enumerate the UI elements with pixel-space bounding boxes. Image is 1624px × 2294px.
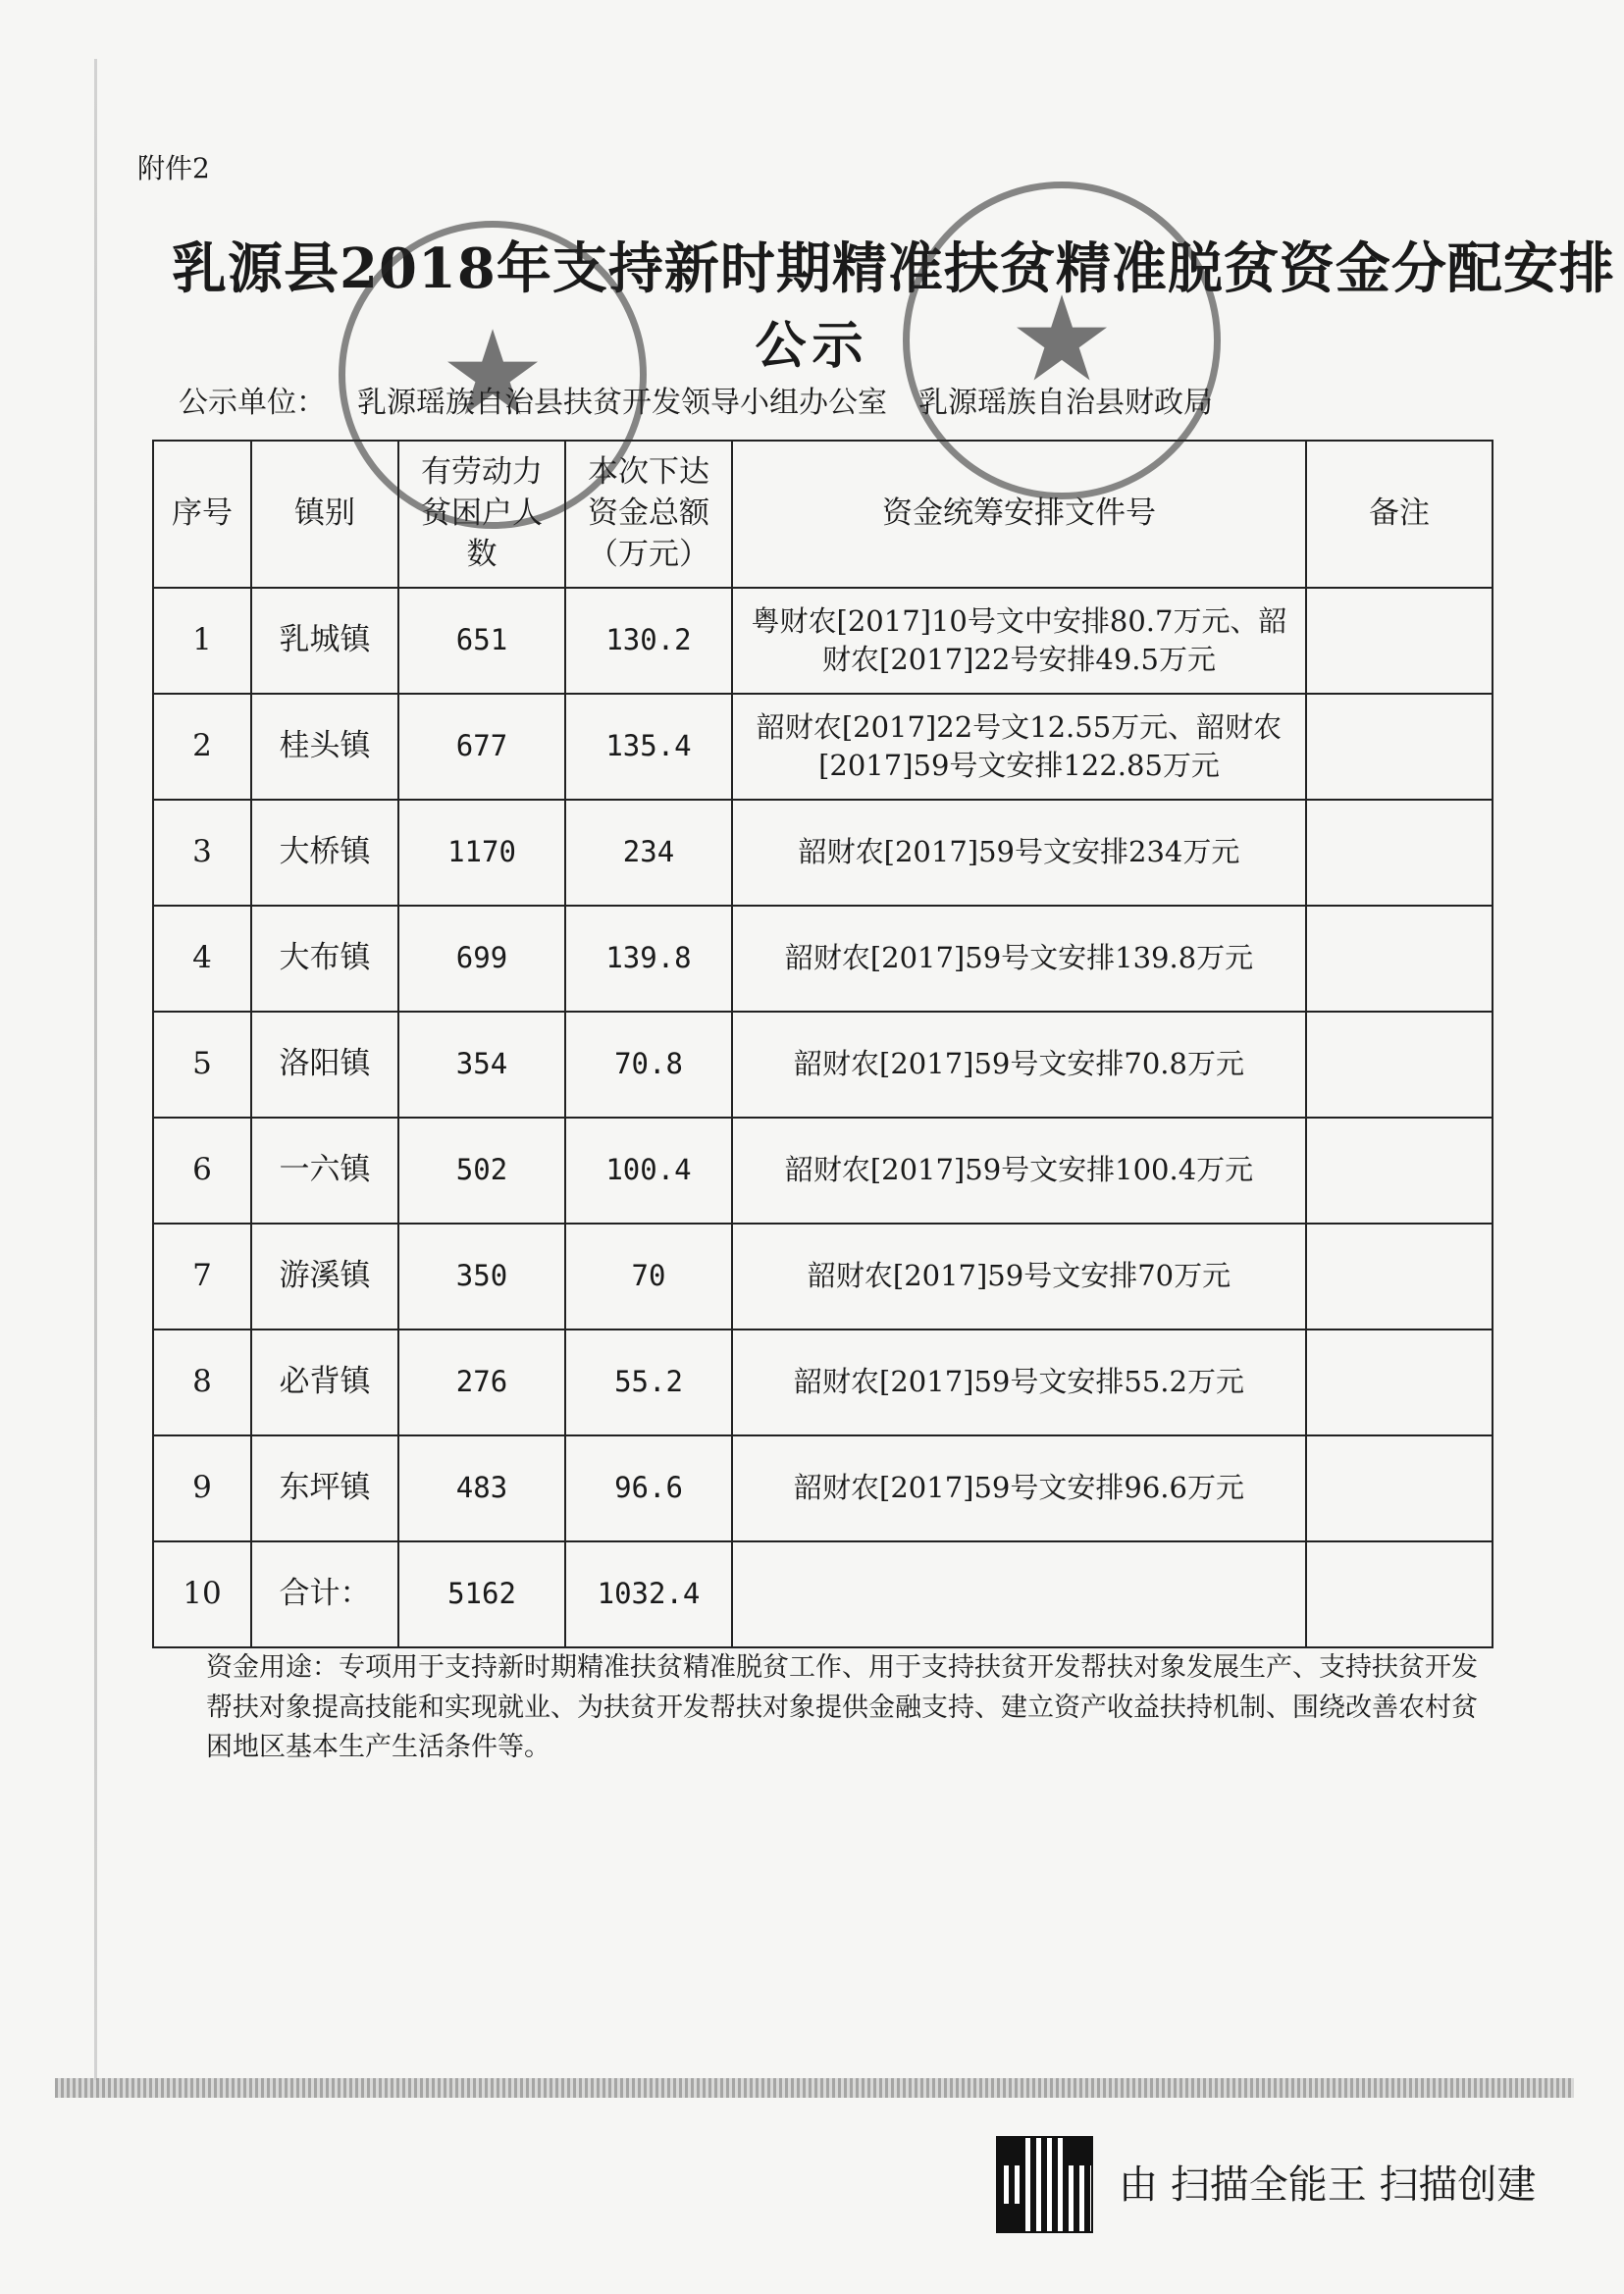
fund-usage-note: 资金用途：专项用于支持新时期精准扶贫精准脱贫工作、用于支持扶贫开发帮扶对象发展生产、支持扶贫开发帮扶对象提高技能和实现就业、为扶贫开发帮扶对象提供金融支持、建立资产收益扶持机制、围绕改善农村贫困地区基本生产生活条件等。 [206, 1652, 1478, 1762]
cell-remark [1306, 1224, 1493, 1329]
cell-amount: 130.2 [565, 588, 732, 694]
cell-town: 大布镇 [251, 906, 398, 1012]
cell-households: 483 [398, 1435, 565, 1541]
cell-town: 乳城镇 [251, 588, 398, 694]
cell-remark [1306, 800, 1493, 906]
cell-amount: 234 [565, 800, 732, 906]
table-total-row [153, 1541, 1493, 1647]
cell-doc: 韶财农[2017]59号文安排139.8万元 [732, 906, 1306, 1012]
publisher-unit-2: 乳源瑶族自治县财政局 [918, 386, 1213, 420]
header-households: 有劳动力贫困户人数 [398, 441, 565, 588]
cell-remark [1306, 1118, 1493, 1224]
cell-seq: 10 [153, 1541, 251, 1647]
cell-doc: 韶财农[2017]59号文安排70万元 [732, 1224, 1306, 1329]
table-row [153, 906, 1493, 1012]
cell-amount: 70 [565, 1224, 732, 1329]
cell-amount: 70.8 [565, 1012, 732, 1118]
table-row [153, 1012, 1493, 1118]
cell-households: 699 [398, 906, 565, 1012]
publisher-line [179, 378, 1244, 421]
cell-town: 大桥镇 [251, 800, 398, 906]
cell-seq: 8 [153, 1329, 251, 1435]
cell-amount: 100.4 [565, 1118, 732, 1224]
scanner-credit: 由 扫描全能王 扫描创建 [1119, 2163, 1537, 2208]
cell-town: 一六镇 [251, 1118, 398, 1224]
header-town: 镇别 [251, 441, 398, 588]
document-subtitle: 公示 [755, 316, 869, 376]
table-row [153, 800, 1493, 906]
cell-seq: 2 [153, 694, 251, 800]
cell-remark [1306, 588, 1493, 694]
cell-remark [1306, 1435, 1493, 1541]
header-remark: 备注 [1306, 441, 1493, 588]
cell-seq: 4 [153, 906, 251, 1012]
cell-amount: 135.4 [565, 694, 732, 800]
cell-remark [1306, 906, 1493, 1012]
cell-doc: 韶财农[2017]59号文安排70.8万元 [732, 1012, 1306, 1118]
cell-households: 502 [398, 1118, 565, 1224]
cell-seq: 7 [153, 1224, 251, 1329]
cell-doc: 韶财农[2017]59号文安排100.4万元 [732, 1118, 1306, 1224]
cell-doc: 粤财农[2017]10号文中安排80.7万元、韶财农[2017]22号安排49.5万元 [732, 588, 1306, 694]
cell-town: 东坪镇 [251, 1435, 398, 1541]
header-seq: 序号 [153, 441, 251, 588]
attachment-label: 附件2 [137, 152, 210, 184]
cell-doc: 韶财农[2017]59号文安排55.2万元 [732, 1329, 1306, 1435]
cell-households: 651 [398, 588, 565, 694]
cell-remark [1306, 1541, 1493, 1647]
scan-bottom-edge [55, 2078, 1574, 2098]
seal-star-icon: ★ [1009, 272, 1115, 408]
cell-amount: 139.8 [565, 906, 732, 1012]
header-amount: 本次下达资金总额（万元） [565, 441, 732, 588]
cell-remark [1306, 1012, 1493, 1118]
cell-remark [1306, 1329, 1493, 1435]
cell-doc [732, 1541, 1306, 1647]
cell-households: 1170 [398, 800, 565, 906]
cell-households: 354 [398, 1012, 565, 1118]
document-title: 乳源县2018年支持新时期精准扶贫精准脱贫资金分配安排 [172, 236, 1615, 301]
table-row [153, 1435, 1493, 1541]
table-row [153, 1329, 1493, 1435]
cell-town: 游溪镇 [251, 1224, 398, 1329]
table-header-row [153, 441, 1493, 588]
cell-seq: 1 [153, 588, 251, 694]
cell-remark [1306, 694, 1493, 800]
cell-amount: 96.6 [565, 1435, 732, 1541]
cell-doc: 韶财农[2017]22号文12.55万元、韶财农[2017]59号文安排122.85万元 [732, 694, 1306, 800]
cell-town: 桂头镇 [251, 694, 398, 800]
cell-doc: 韶财农[2017]59号文安排96.6万元 [732, 1435, 1306, 1541]
cell-town: 必背镇 [251, 1329, 398, 1435]
cell-town: 洛阳镇 [251, 1012, 398, 1118]
qr-code-icon [996, 2136, 1093, 2233]
cell-households: 677 [398, 694, 565, 800]
table-row [153, 694, 1493, 800]
cell-seq: 9 [153, 1435, 251, 1541]
table-row [153, 1118, 1493, 1224]
cell-households: 5162 [398, 1541, 565, 1647]
cell-amount: 1032.4 [565, 1541, 732, 1647]
cell-amount: 55.2 [565, 1329, 732, 1435]
publisher-label: 公示单位： [179, 386, 326, 420]
publisher-unit-1: 乳源瑶族自治县扶贫开发领导小组办公室 [357, 386, 887, 420]
cell-seq: 5 [153, 1012, 251, 1118]
seal-star-icon: ★ [440, 306, 546, 443]
header-doc: 资金统筹安排文件号 [732, 441, 1306, 588]
cell-seq: 6 [153, 1118, 251, 1224]
cell-households: 350 [398, 1224, 565, 1329]
cell-town: 合计： [251, 1541, 398, 1647]
cell-households: 276 [398, 1329, 565, 1435]
table-row [153, 1224, 1493, 1329]
fund-allocation-table [152, 440, 1493, 1648]
table-row [153, 588, 1493, 694]
cell-doc: 韶财农[2017]59号文安排234万元 [732, 800, 1306, 906]
cell-seq: 3 [153, 800, 251, 906]
